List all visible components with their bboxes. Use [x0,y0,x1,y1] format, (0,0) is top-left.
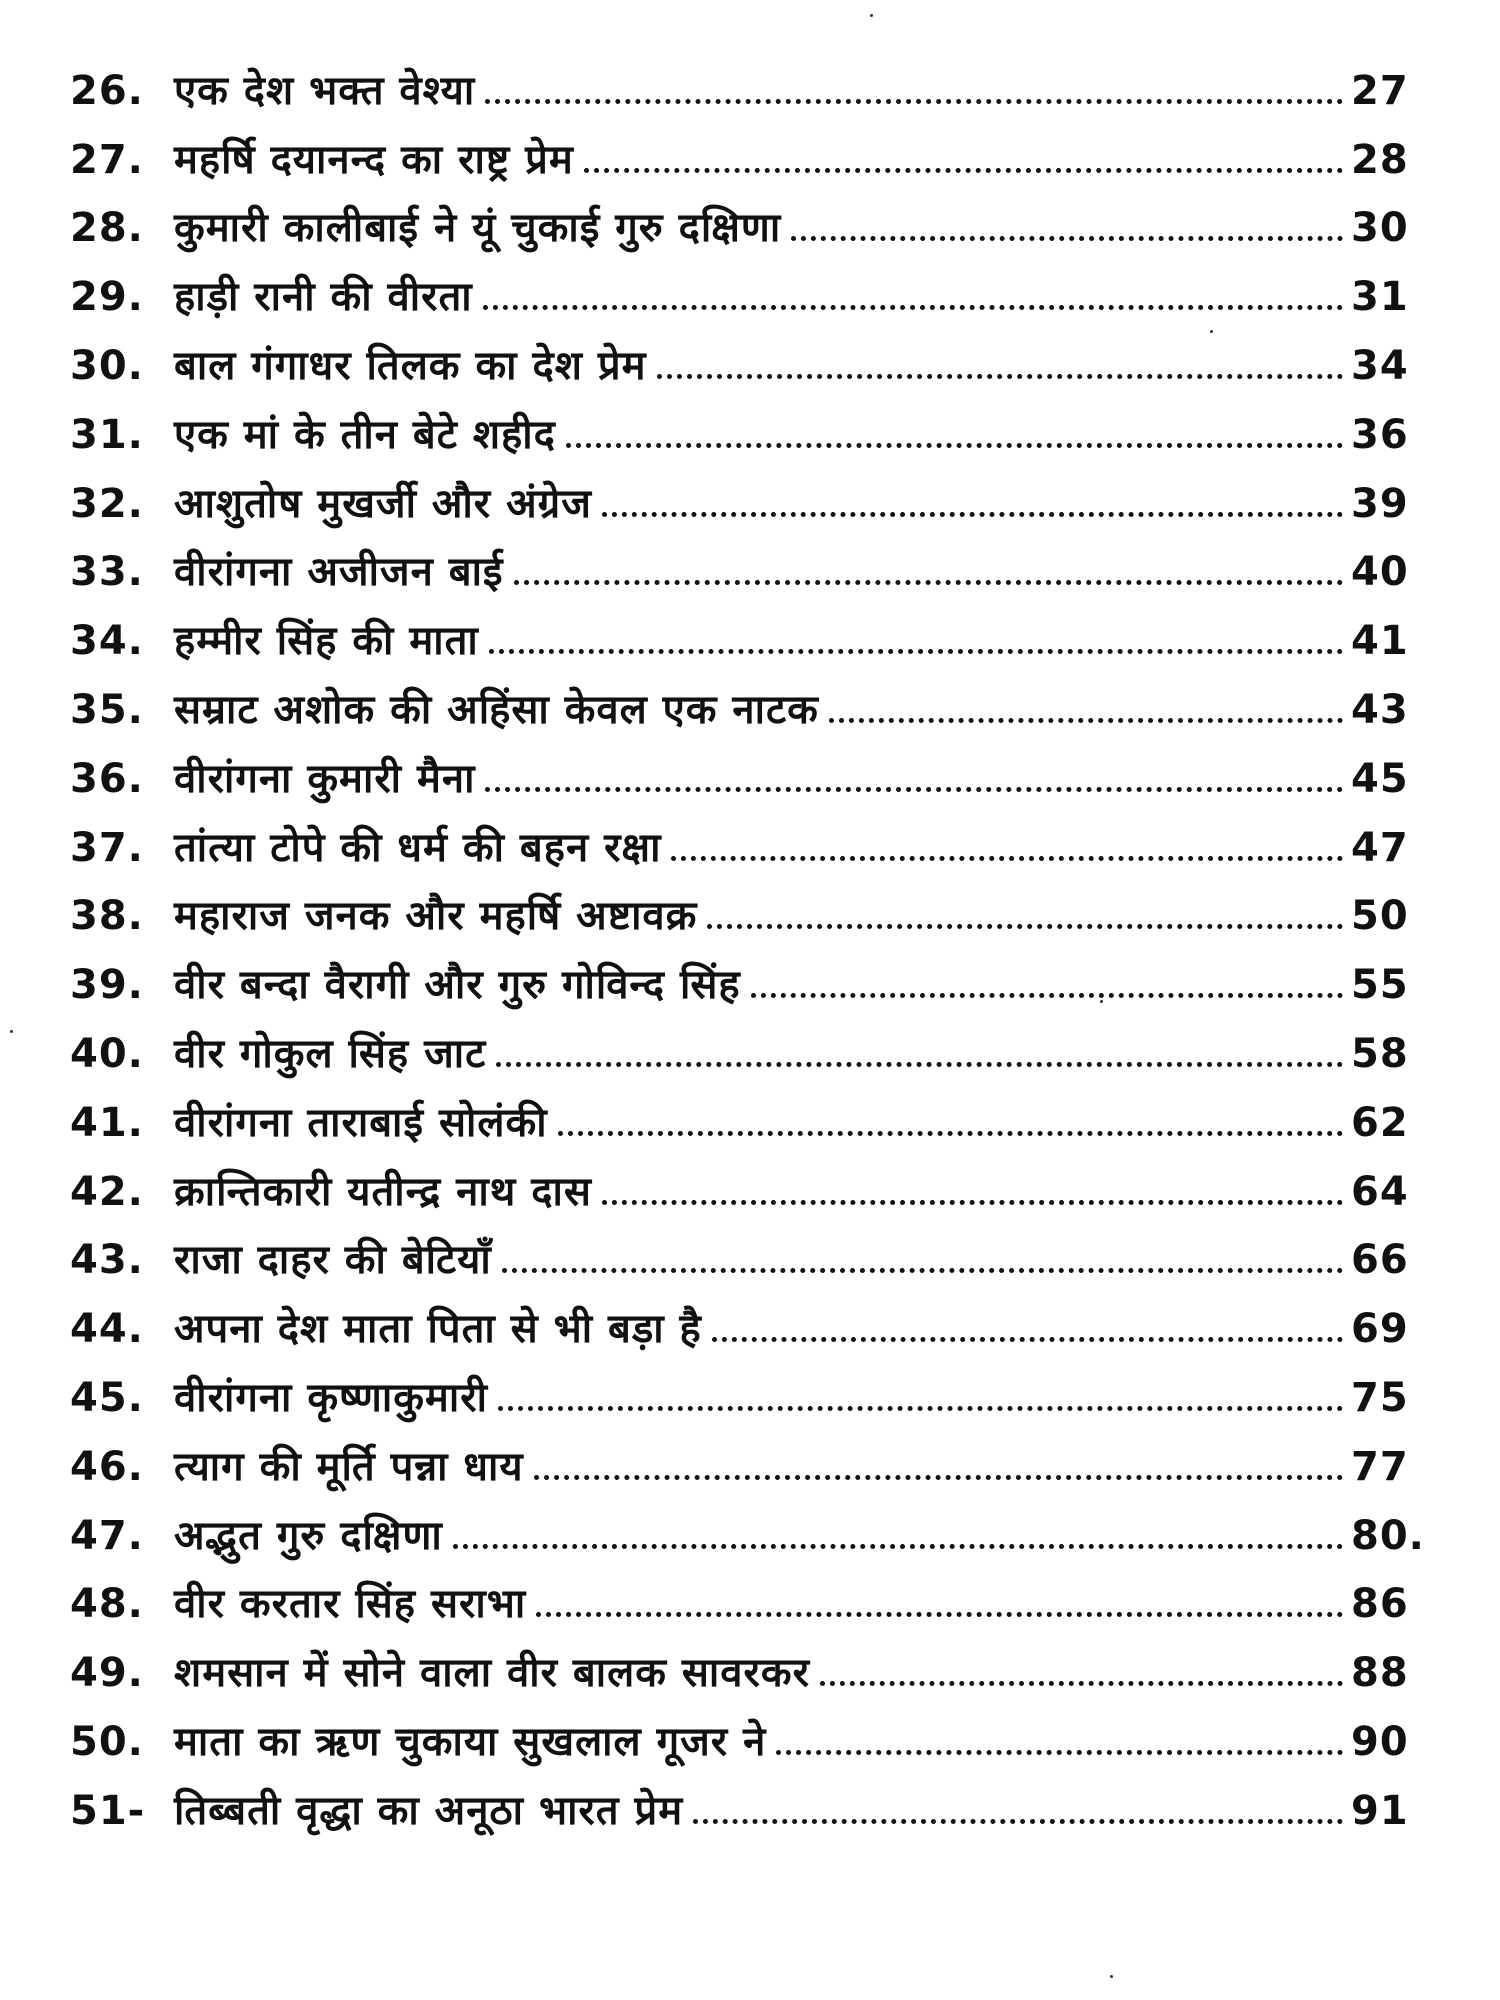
toc-entry-title: आशुतोष मुखर्जी और अंग्रेज [174,480,592,527]
toc-entry-number: 40. [70,1030,144,1077]
dot-leader [536,1612,1343,1617]
toc-entry-title: वीर गोकुल सिंह जाट [174,1030,487,1077]
dot-leader [829,718,1343,723]
scan-speck [1100,1000,1103,1003]
toc-entry-number: 38. [70,893,144,940]
toc-entry-title: अपना देश माता पिता से भी बड़ा है [174,1306,702,1353]
toc-entry-number: 51- [70,1787,146,1834]
scan-speck [10,1030,13,1033]
toc-entry-page-number: 36 [1351,411,1409,458]
toc-entry-title: बाल गंगाधर तिलक का देश प्रेम [174,342,647,389]
toc-entry-number: 42. [70,1168,144,1215]
dot-leader [514,580,1343,585]
table-of-contents [70,42,1425,1834]
toc-entry-title: शमसान में सोने वाला वीर बालक सावरकर [174,1650,810,1697]
toc-entry-number: 28. [70,205,144,252]
toc-entry [70,1074,1415,1146]
dot-leader [483,305,1343,310]
toc-entry-page-number: 28 [1351,136,1409,183]
toc-entry [70,455,1415,527]
toc-entry-title: त्याग की मूर्ति पन्ना धाय [174,1443,524,1490]
toc-entry-page-number: 50 [1351,893,1409,940]
scan-speck [1210,330,1213,333]
toc-entry-number: 39. [70,962,144,1009]
toc-entry-title: एक देश भक्त वेश्या [174,67,476,114]
toc-entry-page-number: 27 [1351,67,1409,114]
toc-entry-page-number: 77 [1351,1443,1409,1490]
toc-entry-number: 29. [70,274,144,321]
toc-entry-page-number: 40 [1351,549,1409,596]
dot-leader [489,649,1343,654]
toc-entry [70,868,1415,940]
toc-entry [70,180,1415,252]
toc-entry [70,1693,1415,1765]
dot-leader [485,99,1343,104]
toc-entry [70,1349,1415,1421]
toc-entry [70,661,1415,733]
dot-leader [751,993,1343,998]
toc-entry-title: वीरांगना ताराबाई सोलंकी [174,1099,548,1146]
dot-leader [693,1819,1343,1824]
dot-leader [657,374,1343,379]
toc-entry-page-number: 62 [1351,1099,1409,1146]
toc-entry [70,42,1415,114]
toc-entry-page-number: 31 [1351,274,1409,321]
toc-entry [70,592,1415,665]
toc-entry-number: 45. [70,1374,144,1421]
toc-entry-title: वीर करतार सिंह सराभा [174,1581,527,1628]
toc-entry-page-number: 34 [1351,342,1409,389]
toc-entry [70,1762,1415,1834]
toc-entry-number: 46. [70,1443,144,1490]
toc-entry-title: माता का ऋण चुकाया सुखलाल गूजर ने [174,1718,767,1765]
toc-entry-number: 50. [70,1718,144,1765]
dot-leader [534,1475,1343,1480]
toc-entry-title: वीरांगना कुमारी मैना [174,755,476,802]
toc-entry-number: 41. [70,1099,144,1146]
toc-entry-number: 32. [70,480,144,527]
toc-entry-number: 33. [70,549,144,596]
toc-entry [70,1005,1415,1077]
toc-entry [70,1143,1415,1215]
toc-entry-title: अद्भुत गुरु दक्षिणा [174,1512,443,1559]
toc-entry-page-number: 55 [1351,962,1409,1009]
toc-entry-page-number: 47 [1351,824,1409,871]
dot-leader [712,1337,1343,1342]
toc-entry [70,386,1415,458]
toc-entry-page-number: 75 [1351,1374,1409,1421]
toc-entry-number: 34. [70,618,144,665]
toc-entry-title: हाड़ी रानी की वीरता [174,274,473,321]
dot-leader [584,168,1343,173]
dot-leader [558,1131,1343,1136]
toc-entry-page-number: 58 [1351,1030,1409,1077]
toc-entry [70,111,1415,183]
toc-entry-number: 26. [70,67,144,114]
dot-leader [502,1268,1343,1273]
toc-entry-number: 49. [70,1650,144,1697]
toc-entry-title: महाराज जनक और महर्षि अष्टावक्र [174,893,698,940]
toc-entry-number: 27. [70,136,144,183]
toc-entry-number: 47. [70,1512,144,1559]
toc-entry [70,799,1415,871]
toc-entry [70,1418,1415,1490]
toc-entry [70,524,1415,596]
toc-entry-page-number: 45 [1351,755,1409,802]
toc-entry [70,1487,1425,1559]
toc-entry-title: तांत्या टोपे की धर्म की बहन रक्षा [174,824,662,871]
toc-entry-number: 48. [70,1581,144,1628]
dot-leader [776,1750,1343,1755]
toc-entry-title: क्रान्तिकारी यतीन्द्र नाथ दास [174,1168,592,1215]
toc-entry-page-number: 91 [1351,1787,1409,1834]
toc-entry-title: महर्षि दयानन्द का राष्ट्र प्रेम [174,136,574,183]
toc-entry-title: एक मां के तीन बेटे शहीद [174,411,556,458]
toc-entry-number: 37. [70,824,144,871]
toc-entry-number: 43. [70,1237,144,1284]
scan-speck [870,14,873,17]
toc-entry-page-number: 66 [1351,1237,1409,1284]
toc-entry [70,936,1415,1009]
toc-entry-page-number: 43 [1351,686,1409,733]
toc-entry [70,1212,1415,1284]
dot-leader [791,236,1343,241]
toc-entry-number: 44. [70,1306,144,1353]
toc-entry-number: 31. [70,411,144,458]
toc-entry-number: 36. [70,755,144,802]
toc-entry-page-number: 90 [1351,1718,1409,1765]
toc-entry-page-number: 88 [1351,1650,1409,1697]
toc-entry-number: 35. [70,686,144,733]
toc-entry-title: तिब्बती वृद्धा का अनूठा भारत प्रेम [174,1787,684,1834]
toc-entry [70,1280,1415,1353]
toc-entry-page-number: 80. [1351,1512,1425,1559]
dot-leader [707,924,1343,929]
toc-entry-title: वीरांगना कृष्णाकुमारी [174,1374,488,1421]
toc-entry-page-number: 30 [1351,205,1409,252]
toc-entry [70,248,1415,321]
dot-leader [671,856,1343,861]
toc-entry-number: 30. [70,342,144,389]
dot-leader [485,787,1343,792]
toc-entry-title: हम्मीर सिंह की माता [174,618,479,665]
toc-entry-page-number: 69 [1351,1306,1409,1353]
dot-leader [820,1681,1343,1686]
toc-entry-page-number: 41 [1351,618,1409,665]
toc-entry-title: कुमारी कालीबाई ने यूं चुकाई गुरु दक्षिणा [174,205,782,252]
toc-entry-page-number: 86 [1351,1581,1409,1628]
dot-leader [496,1062,1343,1067]
dot-leader [602,1200,1343,1205]
toc-entry-title: वीरांगना अजीजन बाई [174,549,504,596]
dot-leader [498,1406,1343,1411]
toc-entry [70,1556,1415,1628]
toc-entry-title: राजा दाहर की बेटियाँ [174,1237,492,1284]
dot-leader [602,512,1343,517]
toc-entry-title: वीर बन्दा वैरागी और गुरु गोविन्द सिंह [174,962,741,1009]
dot-leader [453,1544,1343,1549]
toc-entry [70,317,1415,389]
toc-entry-title: सम्राट अशोक की अहिंसा केवल एक नाटक [174,686,819,733]
dot-leader [566,443,1343,448]
toc-entry-page-number: 39 [1351,480,1409,527]
toc-entry [70,1624,1415,1697]
scan-speck [1110,1975,1113,1978]
toc-entry [70,730,1415,802]
toc-entry-page-number: 64 [1351,1168,1409,1215]
